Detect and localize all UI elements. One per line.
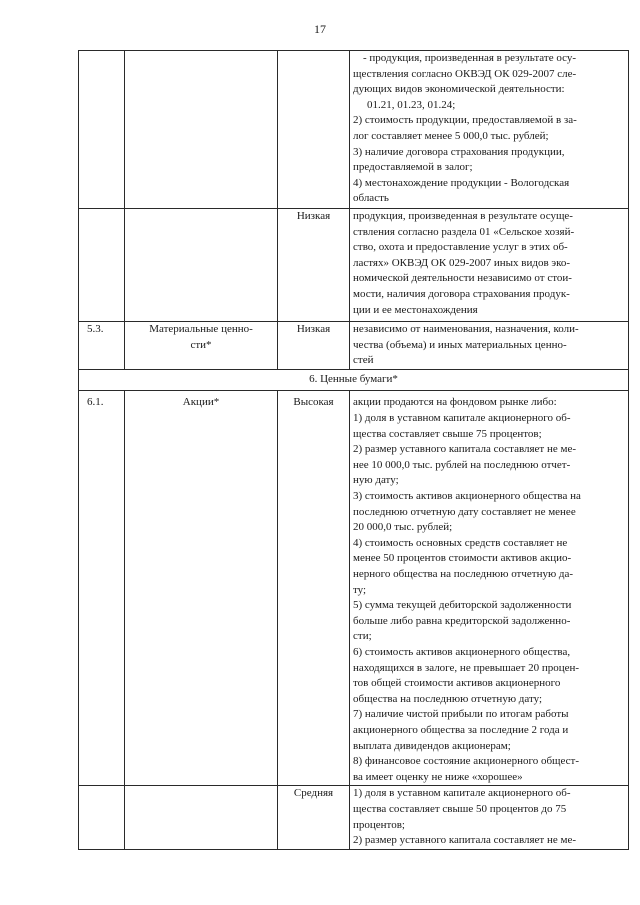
criteria-line: 1) доля в уставном капитале акционерного об- — [353, 412, 571, 425]
page-number: 17 — [314, 22, 326, 36]
criteria-line: 3) наличие договора страхования продукции, — [353, 145, 565, 158]
criteria-line: чества (объема) и иных материальных ценно- — [353, 338, 567, 351]
criteria-line: 2) стоимость продукции, предоставляемой в за- — [353, 114, 577, 127]
criteria-line: - продукция, произведенная в результате осу- — [363, 52, 577, 64]
criteria-line: продукция, произведенная в результате осуще- — [353, 209, 573, 222]
criteria-line: нерного общества на последнюю отчетную да- — [353, 568, 574, 580]
table-row — [79, 322, 629, 370]
row-number-cell — [79, 51, 125, 209]
criteria-cell — [350, 208, 629, 321]
criteria-line: 2) размер уставного капитала составляет не ме- — [353, 834, 577, 847]
criteria-line: ту; — [353, 583, 367, 596]
criteria-line: мости, наличия договора страхования продук- — [353, 287, 570, 300]
criteria-line: 20 000,0 тыс. рублей; — [353, 521, 453, 534]
criteria-line: последнюю отчетную дату составляет не менее — [353, 505, 576, 518]
criteria-line: 1) доля в уставном капитале акционерного об- — [353, 787, 571, 800]
table-row — [79, 786, 629, 849]
row-number-cell: 5.3. — [79, 322, 125, 370]
criteria-line: 5) сумма текущей дебиторской задолженности — [353, 599, 572, 612]
criteria-line: независимо от наименования, назначения, коли- — [353, 323, 579, 336]
criteria-line: ва имеет оценку не ниже «хорошее» — [353, 770, 523, 783]
liquidity-level-cell: Низкая — [278, 322, 350, 370]
section-row — [79, 369, 629, 391]
row-number-cell — [79, 208, 125, 321]
criteria-line: область — [353, 192, 389, 205]
criteria-cell — [350, 322, 629, 370]
section-title: 6. Ценные бумаги* — [79, 369, 629, 391]
criteria-line: акции продаются на фондовом рынке либо: — [353, 396, 557, 409]
asset-type-line: Материальные ценно- — [149, 323, 253, 336]
criteria-line: менее 50 процентов стоимости активов акцио- — [353, 552, 572, 565]
criteria-line: 4) стоимость основных средств составляет не — [353, 536, 568, 549]
criteria-line: лог составляет менее 5 000,0 тыс. рублей; — [353, 129, 549, 142]
table-row — [79, 51, 629, 209]
criteria-line: 01.21, 01.23, 01.24; — [367, 98, 456, 111]
criteria-cell — [350, 51, 629, 209]
criteria-line: 7) наличие чистой прибыли по итогам работы — [353, 708, 569, 721]
table-row — [79, 391, 629, 786]
criteria-line: 6) стоимость активов акционерного общества, — [353, 645, 571, 658]
criteria-line: ществления согласно ОКВЭД ОК 029-2007 сле- — [353, 67, 577, 80]
criteria-line: акционерного общества за последние 2 года и — [353, 723, 569, 736]
criteria-line: номической деятельности независимо от стои- — [353, 272, 572, 285]
row-number-cell: 6.1. — [79, 391, 125, 786]
criteria-line: 4) местонахождение продукции - Вологодская — [353, 176, 570, 189]
liquidity-level-cell: Высокая — [278, 391, 350, 786]
liquidity-level-cell — [278, 51, 350, 209]
criteria-line: ствления согласно раздела 01 «Сельское хозяй- — [353, 225, 575, 238]
criteria-line: стей — [353, 354, 374, 367]
criteria-line: сти; — [353, 630, 372, 643]
criteria-line: 2) размер уставного капитала составляет не ме- — [353, 443, 577, 456]
criteria-line: щества составляет свыше 50 процентов до 75 — [353, 802, 567, 815]
criteria-line: дующих видов экономической деятельности: — [353, 83, 565, 96]
asset-type-cell — [125, 51, 278, 209]
criteria-line: находящихся в залоге, не превышает 20 процен- — [353, 661, 580, 674]
criteria-line: ции и ее местонахождения — [353, 303, 478, 316]
asset-type-line: сти* — [190, 338, 212, 351]
criteria-line: ство, охота и предоставление услуг в этих об- — [353, 241, 568, 254]
asset-type-cell — [125, 322, 278, 370]
liquidity-level-cell: Низкая — [278, 208, 350, 321]
criteria-line: предоставляемой в залог; — [353, 161, 473, 174]
asset-type-cell — [125, 208, 278, 321]
criteria-line: выплата дивидендов акционерам; — [353, 739, 511, 752]
criteria-line: процентов; — [353, 818, 405, 831]
criteria-cell — [350, 786, 629, 849]
criteria-line: ластях» ОКВЭД ОК 029-2007 иных видов эко- — [353, 256, 571, 269]
criteria-line: тов общей стоимости активов акционерного — [353, 677, 561, 690]
criteria-line: 8) финансовое состояние акционерного общест- — [353, 755, 580, 768]
liquidity-level-cell: Средняя — [278, 786, 350, 849]
criteria-line: нее 10 000,0 тыс. рублей на последнюю отчет- — [353, 458, 571, 471]
criteria-line: щества составляет свыше 75 процентов; — [353, 427, 542, 440]
row-number-cell — [79, 786, 125, 849]
criteria-line: общества на последнюю отчетную дату; — [353, 692, 543, 705]
table-row — [79, 208, 629, 321]
asset-type-cell — [125, 786, 278, 849]
asset-type-cell: Акции* — [125, 391, 278, 786]
criteria-line: больше либо равна кредиторской задолженно- — [353, 614, 571, 627]
criteria-cell — [350, 391, 629, 786]
criteria-line: 3) стоимость активов акционерного общества на — [353, 490, 581, 503]
criteria-line: ную дату; — [353, 474, 399, 487]
collateral-liquidity-table — [78, 50, 629, 850]
